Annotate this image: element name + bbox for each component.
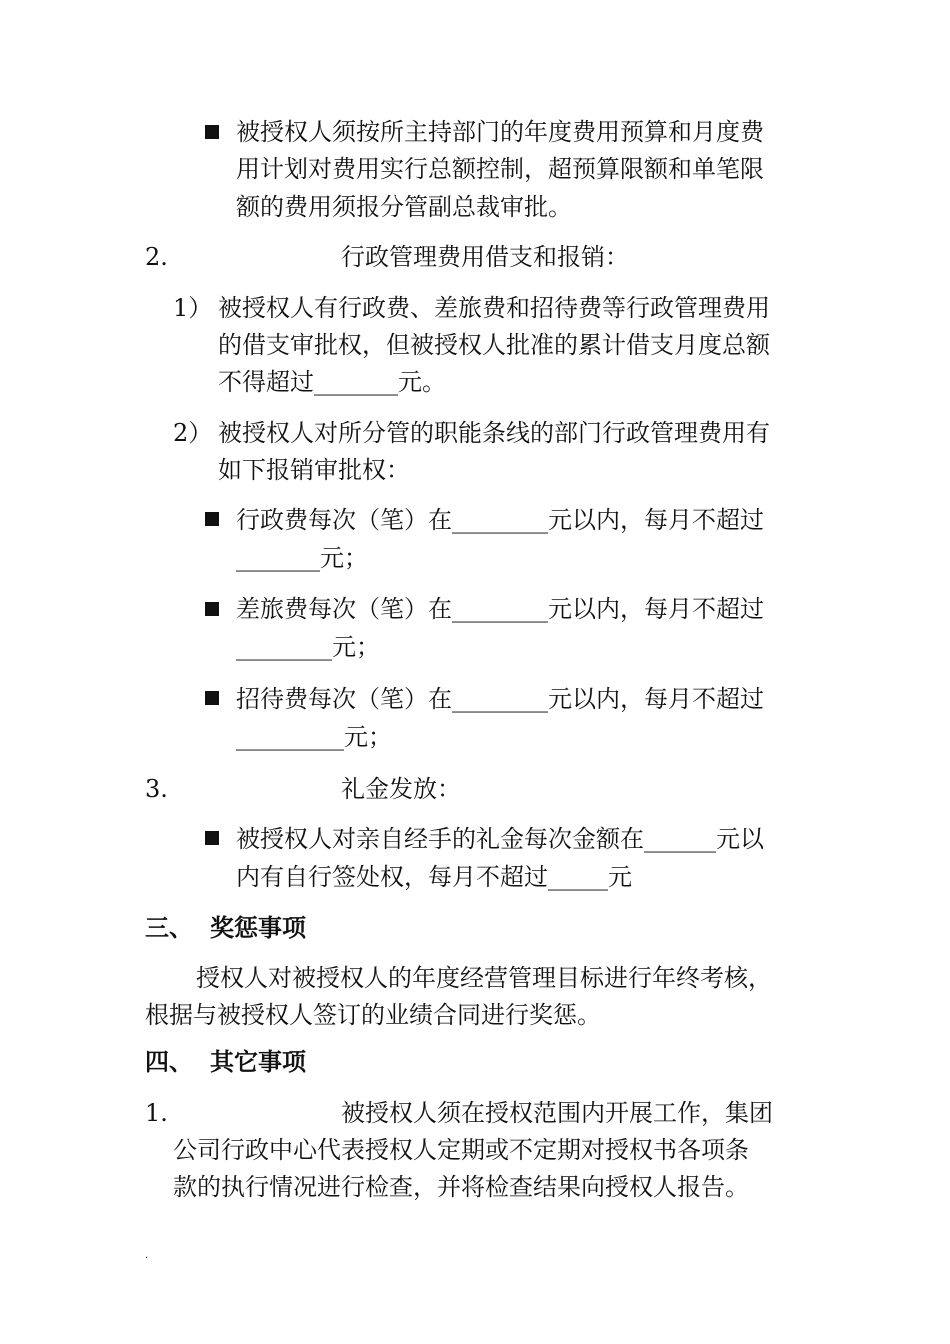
filled-square-icon bbox=[205, 125, 219, 139]
item-4-1-line-1: 被授权人须在授权范围内开展工作，集团 bbox=[341, 1099, 773, 1127]
budget-control-line-3: 额的费用须报分管副总裁审批。 bbox=[236, 193, 572, 221]
gift-line-2: 内有自行签处权，每月不超过_____元 bbox=[236, 863, 632, 891]
hospitality-fee-line-2: _________元； bbox=[236, 723, 392, 751]
page-footer-mark: . bbox=[145, 1250, 149, 1261]
section-3-number: 3. bbox=[145, 775, 168, 803]
heading-4-title: 其它事项 bbox=[210, 1048, 306, 1076]
section-2-number: 2. bbox=[145, 243, 168, 271]
item-2-2-line-1: 被授权人对所分管的职能条线的部门行政管理费用有 bbox=[218, 419, 770, 447]
item-2-2-number: 2） bbox=[173, 419, 213, 447]
section-2-title: 行政管理费用借支和报销： bbox=[341, 243, 629, 271]
reward-paragraph-line-1: 授权人对被授权人的年度经营管理目标进行年终考核， bbox=[196, 964, 772, 992]
gift-line-1: 被授权人对亲自经手的礼金每次金额在______元以 bbox=[236, 825, 764, 853]
heading-3-number: 三、 bbox=[145, 914, 193, 942]
item-2-1-line-3: 不得超过_______元。 bbox=[218, 368, 446, 396]
item-2-2-line-2: 如下报销审批权： bbox=[218, 456, 410, 484]
filled-square-icon bbox=[205, 602, 219, 616]
travel-fee-line-1: 差旅费每次（笔）在________元以内，每月不超过 bbox=[236, 595, 764, 623]
travel-fee-line-2: ________元； bbox=[236, 633, 380, 661]
filled-square-icon bbox=[205, 691, 219, 705]
item-2-1-number: 1） bbox=[173, 294, 213, 322]
hospitality-fee-line-1: 招待费每次（笔）在________元以内，每月不超过 bbox=[236, 685, 764, 713]
item-4-1-number: 1. bbox=[145, 1099, 168, 1127]
budget-control-line-1: 被授权人须按所主持部门的年度费用预算和月度费 bbox=[236, 118, 764, 146]
heading-4-number: 四、 bbox=[145, 1048, 193, 1076]
admin-fee-line-1: 行政费每次（笔）在________元以内，每月不超过 bbox=[236, 506, 764, 534]
item-4-1-line-2: 公司行政中心代表授权人定期或不定期对授权书各项条 bbox=[173, 1136, 749, 1164]
section-3-title: 礼金发放： bbox=[341, 775, 461, 803]
item-4-1-line-3: 款的执行情况进行检查，并将检查结果向授权人报告。 bbox=[173, 1173, 749, 1201]
heading-3-title: 奖惩事项 bbox=[210, 914, 306, 942]
item-2-1-line-1: 被授权人有行政费、差旅费和招待费等行政管理费用 bbox=[218, 294, 770, 322]
item-2-1-line-2: 的借支审批权，但被授权人批准的累计借支月度总额 bbox=[218, 331, 770, 359]
filled-square-icon bbox=[205, 512, 219, 526]
admin-fee-line-2: _______元； bbox=[236, 544, 368, 572]
reward-paragraph-line-2: 根据与被授权人签订的业绩合同进行奖惩。 bbox=[145, 1001, 601, 1029]
filled-square-icon bbox=[205, 831, 219, 845]
budget-control-line-2: 用计划对费用实行总额控制，超预算限额和单笔限 bbox=[236, 155, 764, 183]
